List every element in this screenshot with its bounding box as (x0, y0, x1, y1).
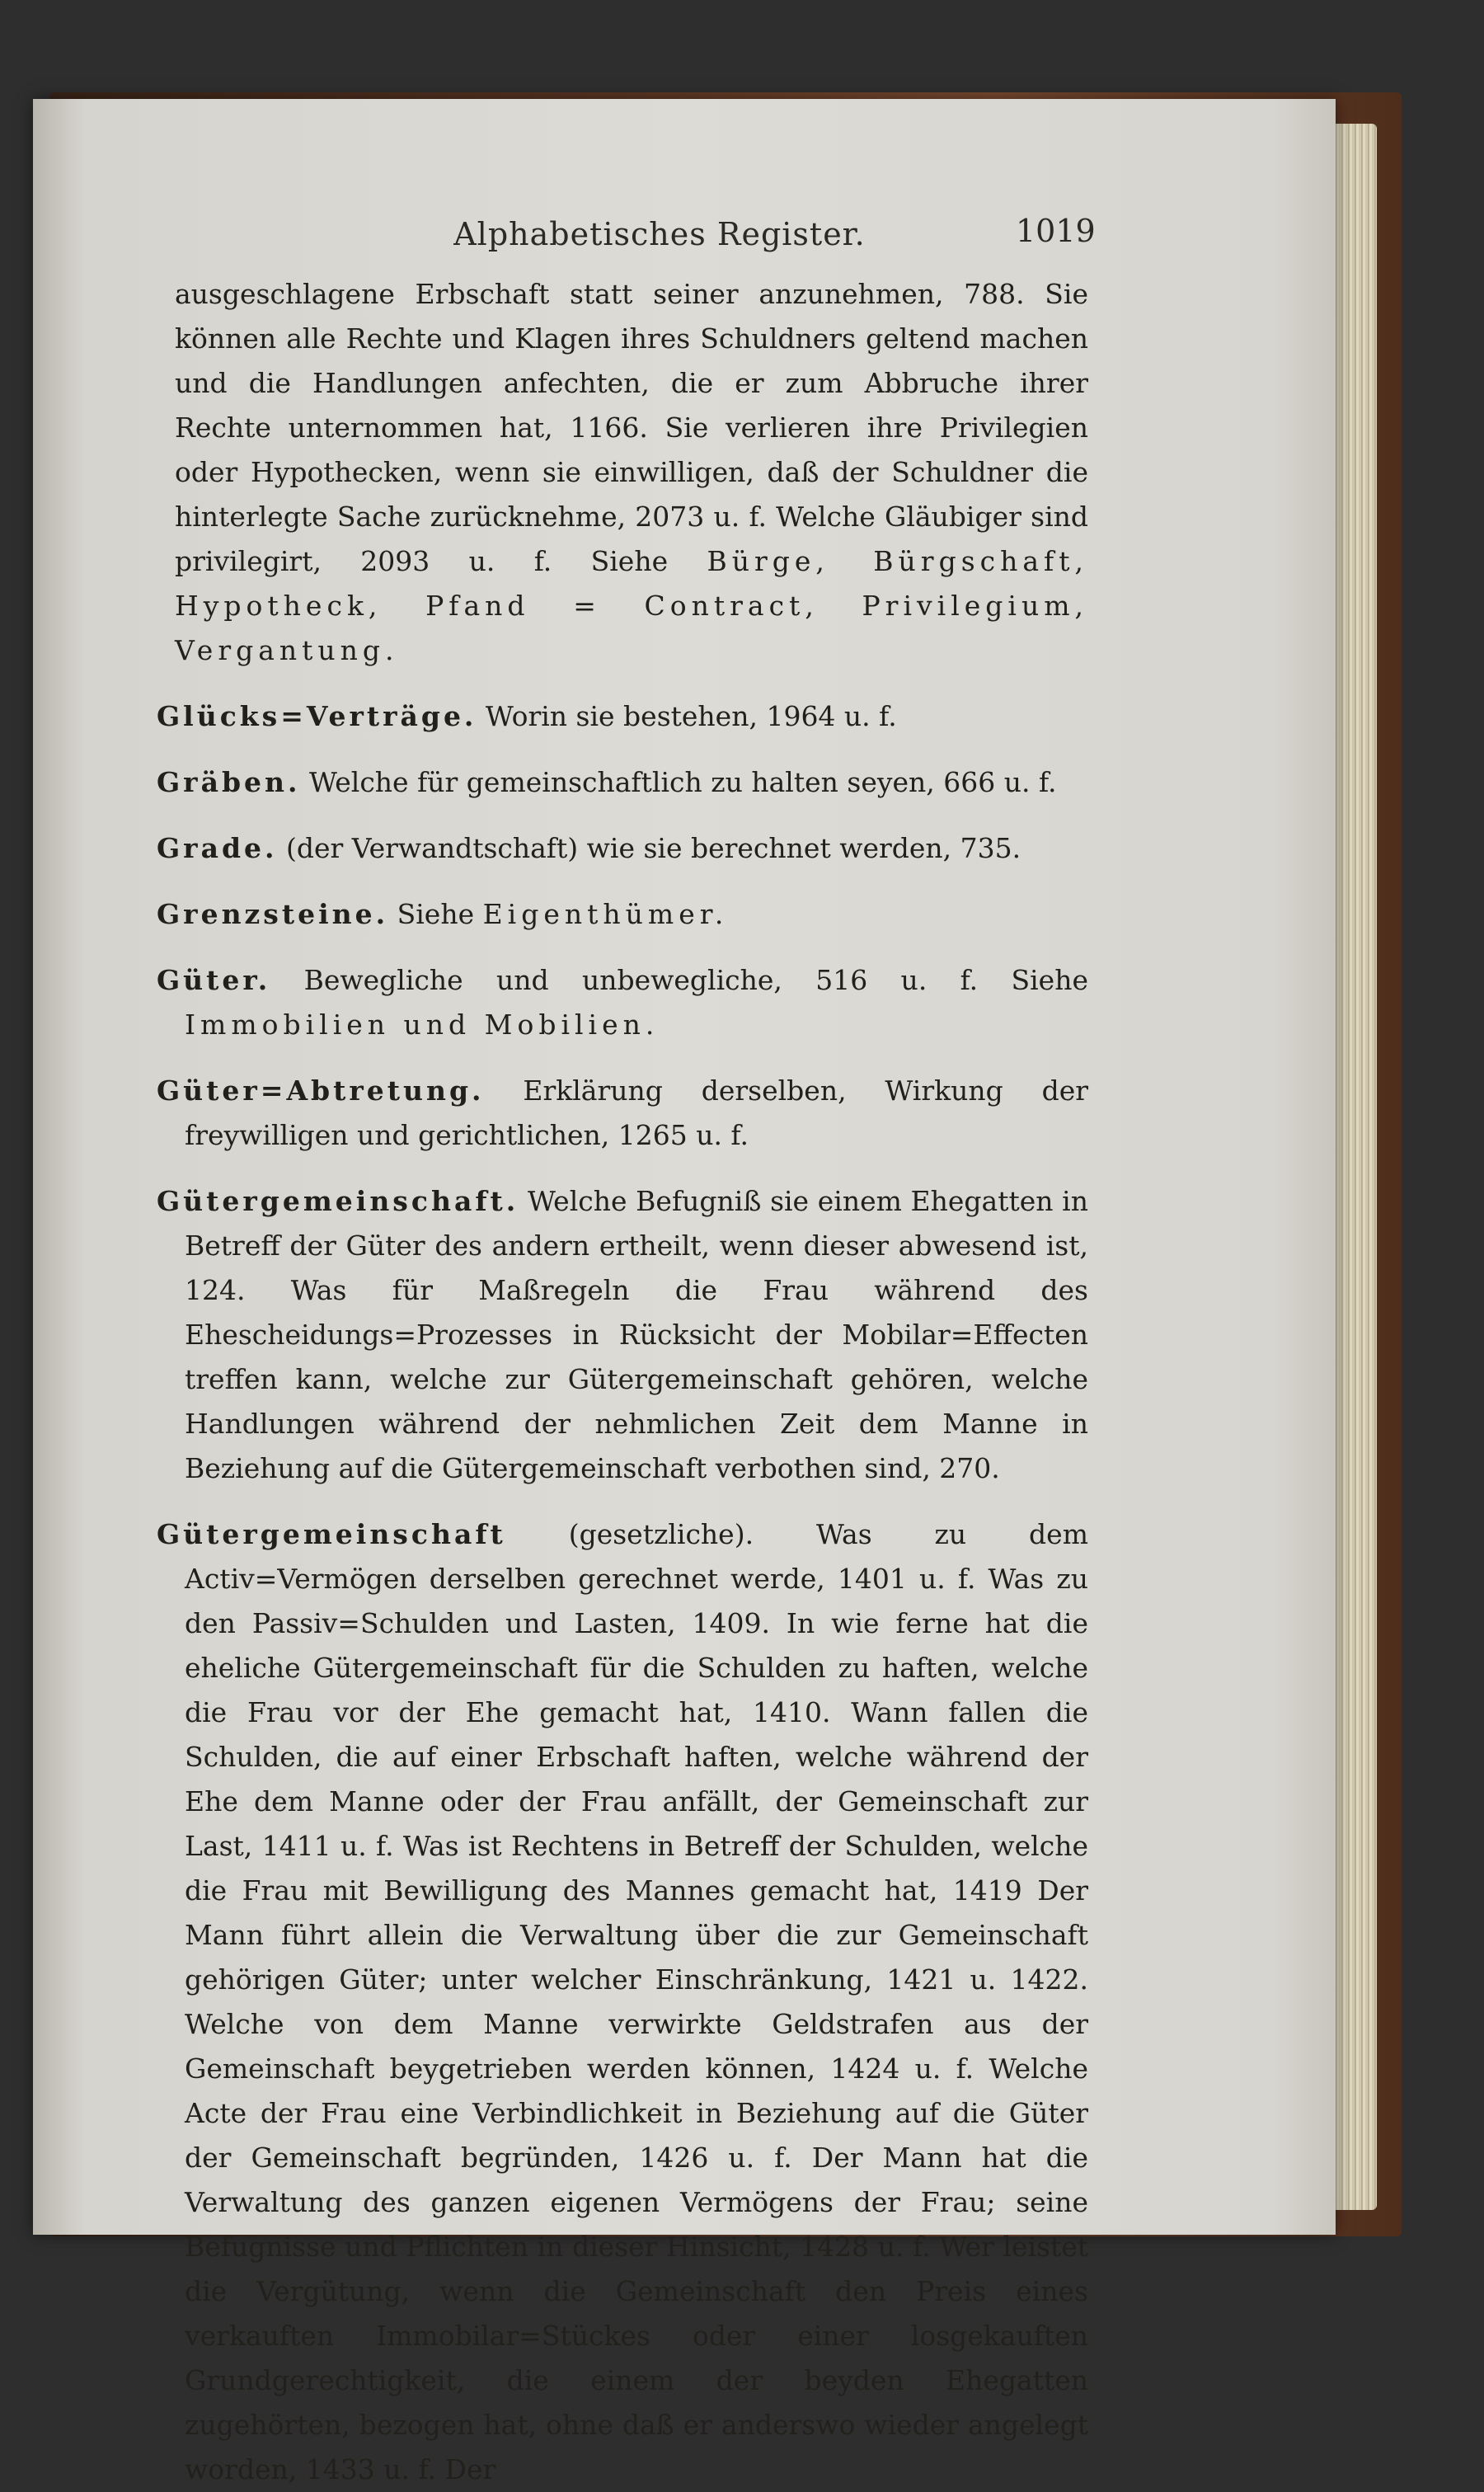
entry-text: Erklärung derselben, Wirkung der freywilligen und gerichtlichen, 1265 u. f. (185, 1074, 1088, 1151)
entry-text: (der Verwandtschaft) wie sie berechnet werden, 735. (277, 832, 1021, 864)
page-number: 1019 (1016, 213, 1096, 249)
register-text (157, 272, 1088, 2492)
running-head: Alphabetisches Register. (453, 216, 866, 252)
index-entry (157, 826, 1088, 871)
entry-text: Worin sie bestehen, 1964 u. f. (477, 700, 897, 732)
headword: Glücks=Verträge. (157, 700, 477, 732)
cross-reference: Immobilien und Mobilien. (185, 1009, 660, 1041)
entry-text: Welche für gemeinschaftlich zu halten seyen, 666 u. f. (300, 766, 1057, 798)
headword: Gütergemeinschaft (157, 1518, 506, 1550)
index-entry (157, 958, 1088, 1047)
headword: Gräben. (157, 766, 301, 798)
index-entry (157, 892, 1088, 937)
index-entry (157, 760, 1088, 805)
entry-text: Bewegliche und unbewegliche, 516 u. f. Siehe (270, 964, 1088, 996)
index-entry (157, 1069, 1088, 1158)
entry-text: Welche Befugniß sie einem Ehegatten in Betreff der Güter des andern ertheilt, wenn dieser abwesend ist, 124. Was für Maßregeln die Frau während des Ehescheidungs=Prozesses in Rücksicht der Mobilar=Effecten treffen kann, welche zur Gütergemeinschaft gehören, welche Handlungen während der nehmlichen Zeit dem Manne in Beziehung auf die Gütergemeinschaft verbothen sind, 270. (185, 1185, 1088, 1484)
continuation-text: ausgeschlagene Erbschaft statt seiner anzunehmen, 788. Sie können alle Rechte und Klagen ihres Schuldners geltend machen und die Handlungen anfechten, die er zum Abbruche ihrer Rechte unternommen hat, 1166. Sie verlieren ihre Privilegien oder Hypothecken, wenn sie einwilligen, daß der Schuldner die hinterlegte Sache zurücknehme, 2073 u. f. Welche Gläubiger sind privilegirt, 2093 u. f. Siehe (175, 278, 1088, 577)
headword: Grenzsteine. (157, 898, 389, 930)
index-entry (157, 1512, 1088, 2492)
entry-text: (gesetzliche). Was zu dem Activ=Vermögen derselben gerechnet werde, 1401 u. f. Was zu den Passiv=Schulden und Lasten, 1409. In wie ferne hat die eheliche Gütergemeinschaft für die Schulden zu haften, welche die Frau vor der Ehe gemacht hat, 1410. Wann fallen die Schulden, die auf einer Erbschaft haften, welche während der Ehe dem Manne oder der Frau anfällt, der Gemeinschaft zur Last, 1411 u. f. Was ist Rechtens in Betreff der Schulden, welche die Frau mit Bewilligung des Mannes gemacht hat, 1419 Der Mann führt allein die Verwaltung über die zur Gemeinschaft gehörigen Güter; unter welcher Einschränkung, 1421 u. 1422. Welche von dem Manne verwirkte Geldstrafen aus der Gemeinschaft beygetrieben werden können, 1424 u. f. Welche Acte der Frau eine Verbindlichkeit in Beziehung auf die Güter der Gemeinschaft begründen, 1426 u. f. Der Mann hat die Verwaltung des ganzen eigenen Vermögens der Frau; seine Befugnisse und Pflichten in dieser Hinsicht, 1428 u. f. Wer leistet die Vergütung, wenn die Gemeinschaft den Preis eines verkauften Immobilar=Stückes oder einer losgekauften Grundgerechtigkeit, die einem der beyden Ehegatten zugehörten, bezogen hat, ohne daß er anderswo wieder angelegt worden, 1433 u. f. Der (185, 1518, 1088, 2485)
headword: Gütergemeinschaft. (157, 1185, 519, 1217)
index-entry (157, 694, 1088, 739)
headword: Güter. (157, 964, 271, 996)
headword: Grade. (157, 832, 278, 864)
continuation-paragraph (175, 272, 1088, 673)
index-entry (157, 1179, 1088, 1491)
cross-reference: Bürge, Bürgschaft, Hypotheck, Pfand = Contract, Privilegium, Vergantung. (175, 545, 1088, 666)
cross-reference: Eigenthümer. (482, 898, 729, 930)
headword: Güter=Abtretung. (157, 1074, 485, 1107)
entry-text: Siehe (388, 898, 483, 930)
